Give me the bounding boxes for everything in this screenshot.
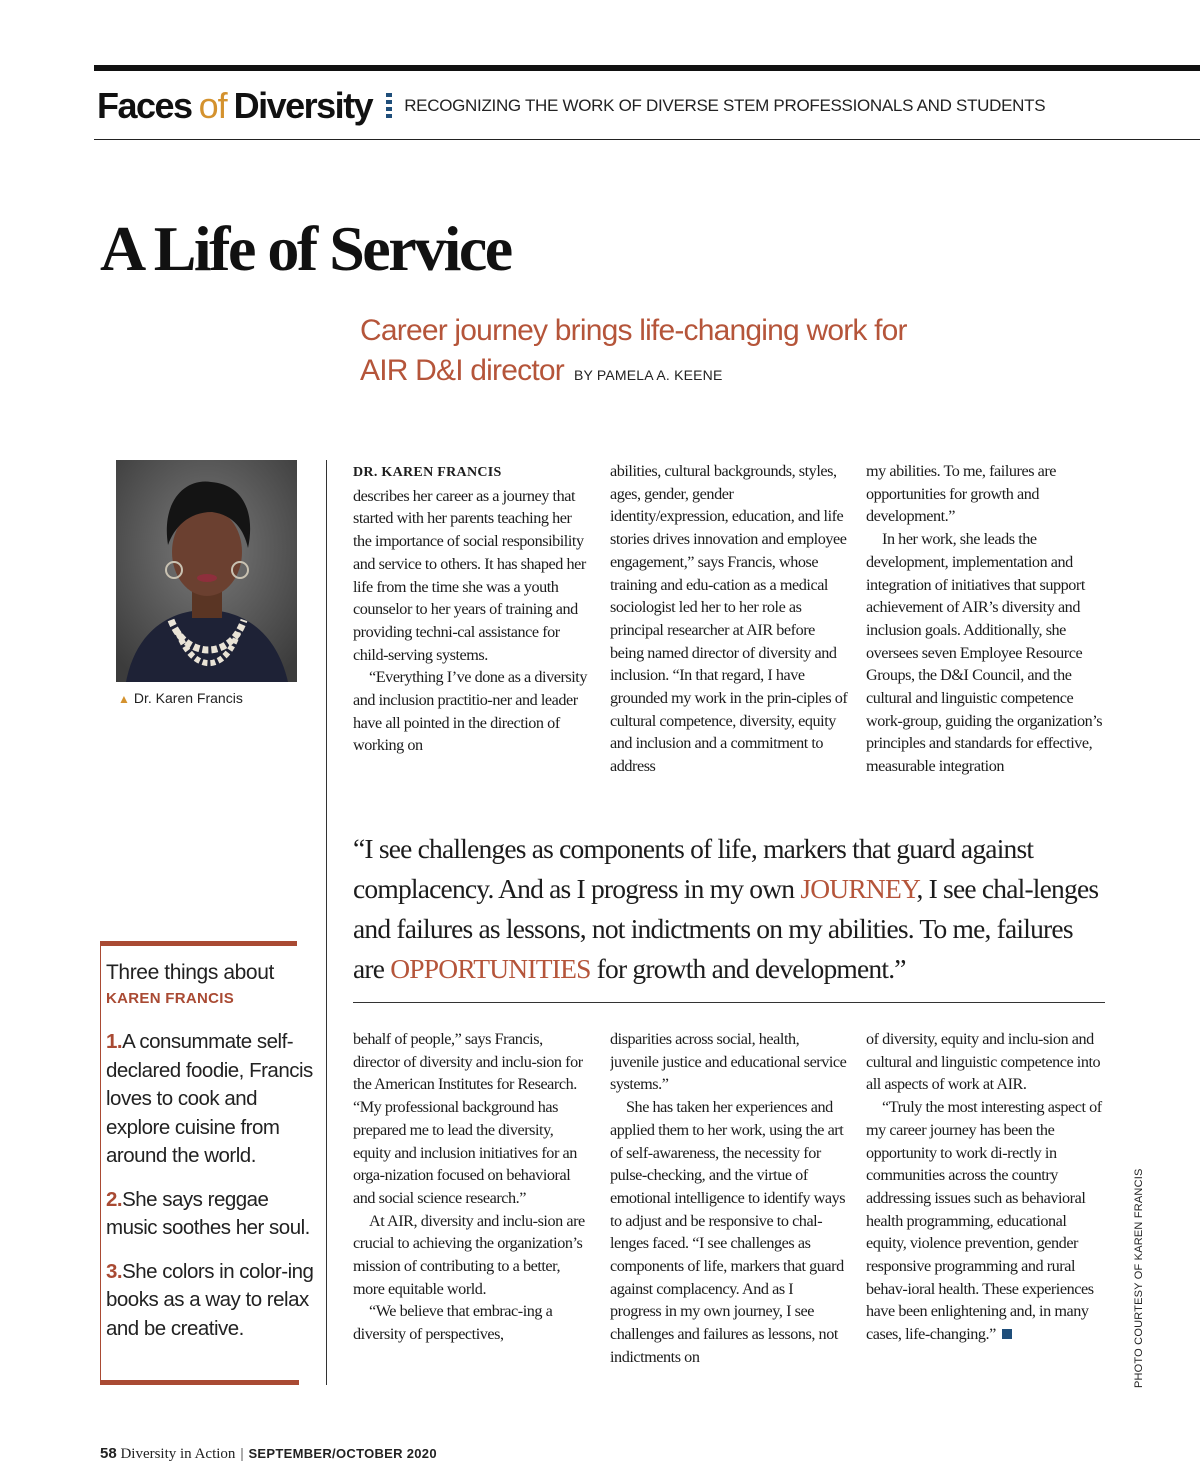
caption-text: Dr. Karen Francis xyxy=(133,690,243,706)
header-divider-dots xyxy=(386,93,392,119)
portrait-illustration xyxy=(116,460,297,682)
body-bottom-col2 xyxy=(610,1028,848,1392)
body-bottom-col3-p1: of diversity, equity and inclu-sion and cultural and linguistic competence into all aspects of work at AIR. xyxy=(866,1030,1101,1094)
header-of: of xyxy=(198,85,227,126)
body-top-col1-p1: describes her career as a journey that started with her parents teaching her the importance of social responsibility and service to others. It has shaped her life from the time she was a youth counselor to her years of training and providing techni-cal assistance for child-serving systems. xyxy=(353,486,586,664)
byline: BY PAMELA A. KEENE xyxy=(573,367,723,383)
body-bottom-col3 xyxy=(866,1028,1104,1392)
sidebar-item-1-text: A consummate self-declared foodie, Francis loves to cook and explore cuisine from around the world. xyxy=(106,1030,313,1167)
section-header xyxy=(97,84,1045,128)
header-subtitle: RECOGNIZING THE WORK OF DIVERSE STEM PROFESSIONALS AND STUDENTS xyxy=(404,96,1046,115)
publication-name: Diversity in Action xyxy=(120,1446,236,1462)
sidebar-item-3-text: She colors in color-ing books as a way to relax and be creative. xyxy=(106,1259,314,1340)
header-rule xyxy=(94,139,1200,140)
body-bottom-col2-p2: She has taken her experiences and applied them to her work, using the art of self-awareness, the necessity for pulse-checking, and the virtue of emotional intelligence to identify ways to adjust and be responsive to chal-lenges faced. “I see challenges as components of life, markers that guard against complacency. And as I progress in my own journey, I see challenges and failures as lessons, not indictments on xyxy=(610,1098,846,1366)
body-bottom-col1-p3: “We believe that embrac-ing a diversity of perspectives, xyxy=(353,1302,553,1344)
pullquote-highlight-journey: JOURNEY xyxy=(800,873,917,904)
lead-name: DR. KAREN FRANCIS xyxy=(353,465,502,480)
photo-credit: PHOTO COURTESY OF KAREN FRANCIS xyxy=(1133,1168,1145,1388)
sidebar-item-2-text: She says reggae music soothes her soul. xyxy=(106,1187,310,1239)
deck-text: Career journey brings life-changing work for AIR D&I director xyxy=(360,314,907,387)
portrait-photo xyxy=(116,460,297,682)
sidebar-item-2 xyxy=(106,1186,321,1243)
sidebar-heading: Three things about xyxy=(106,961,274,984)
pull-quote xyxy=(353,829,1105,989)
sidebar-item-2-num: 2. xyxy=(106,1187,123,1211)
body-bottom-col2-p1: disparities across social, health, juvenile justice and educational service systems.” xyxy=(610,1030,847,1094)
column-rule xyxy=(326,460,327,1385)
article-title: A Life of Service xyxy=(100,213,511,284)
pullquote-part3: for growth and development.” xyxy=(590,953,906,984)
body-top-col3 xyxy=(866,460,1104,804)
body-top-col1-p2: “Everything I’ve done as a diversity and inclusion practitio-ner and leader have all pointed in the direction of working on xyxy=(353,668,587,755)
body-top-col3-p2: In her work, she leads the development, implementation and integration of initiatives that support achievement of AIR’s diversity and inclusion goals. Additionally, she oversees seven Employee Resource Groups, the D&I Council, and the cultural and linguistic competence work-group, guiding the organization’s principles and standards for effective, measurable integration xyxy=(866,530,1103,776)
photo-caption xyxy=(118,690,243,706)
body-top-col2 xyxy=(610,460,848,804)
body-bottom-col1 xyxy=(353,1028,591,1392)
pullquote-highlight-opportunities: OPPORTUNITIES xyxy=(390,953,591,984)
sidebar-item-3-num: 3. xyxy=(106,1259,123,1283)
top-bar xyxy=(94,65,1200,71)
sidebar-item-1 xyxy=(106,1028,321,1171)
sidebar-top-rule xyxy=(101,941,297,946)
header-diversity: Diversity xyxy=(233,85,373,126)
body-top-col1 xyxy=(353,460,591,804)
sidebar-list xyxy=(106,1028,321,1358)
end-mark-icon xyxy=(1002,1329,1012,1339)
page-number: 58 xyxy=(100,1445,117,1462)
sidebar-item-1-num: 1. xyxy=(106,1030,123,1053)
body-top-col3-p1: my abilities. To me, failures are opportunities for growth and development.” xyxy=(866,462,1057,526)
sidebar-item-3 xyxy=(106,1258,321,1344)
page-footer xyxy=(100,1445,437,1463)
sidebar-left-rule xyxy=(100,941,101,1385)
article-deck xyxy=(360,311,920,395)
header-faces: Faces xyxy=(97,85,192,126)
issue-date: SEPTEMBER/OCTOBER 2020 xyxy=(248,1446,437,1461)
body-bottom-col3-p2: “Truly the most interesting aspect of my career journey has been the opportunity to work di-rectly in communities across the country addressing issues such as behavioral health programming, educational equity, violence prevention, gender responsive programming and rural behav-ioral health. These experiences have been enlightening and, in many cases, life-changing.” xyxy=(866,1098,1102,1344)
sidebar-bottom-rule xyxy=(101,1380,299,1385)
body-bottom-col1-p2: At AIR, diversity and inclu-sion are crucial to achieving the organization’s mission of contributing to a better, more equitable world. xyxy=(353,1211,585,1298)
pullquote-part2: , I see chal-lenges and failures as lessons, not indictments on my abilities. To me, failures are xyxy=(353,873,1099,984)
footer-separator: | xyxy=(240,1446,244,1462)
pullquote-part1: “I see challenges as components of life, markers that guard against complacency. And as I progress in my own xyxy=(353,833,1034,904)
sidebar-heading-name: KAREN FRANCIS xyxy=(106,990,235,1007)
body-top-col2-p1: abilities, cultural backgrounds, styles, ages, gender, gender identity/expression, education, and life stories drives innovation and employee engagement,” says Francis, whose training and edu-cation as a medical sociologist led her to her role as principal researcher at AIR before being named director of diversity and inclusion. “In that regard, I have grounded my work in the prin-ciples of cultural competence, diversity, equity and inclusion and a commitment to address xyxy=(610,462,848,776)
body-bottom-col1-p1: behalf of people,” says Francis, director of diversity and inclu-sion for the American Institutes for Research. “My professional background has prepared me to lead the diversity, equity and inclusion initiatives for an orga-nization focused on behavioral and social science research.” xyxy=(353,1030,583,1207)
pullquote-rule xyxy=(353,1002,1105,1003)
caption-triangle-icon: ▲ xyxy=(118,692,130,706)
